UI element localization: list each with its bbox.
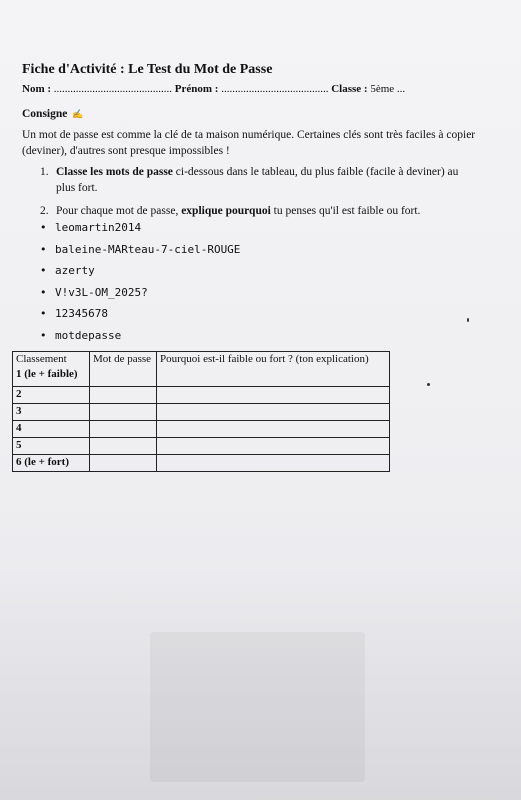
header-classement: Classement 1 (le + faible)	[13, 352, 90, 387]
password-cell[interactable]	[90, 387, 157, 404]
consigne-heading	[22, 108, 83, 120]
explanation-cell[interactable]	[157, 421, 390, 438]
table-row	[13, 387, 390, 404]
classe-value: 5ème ...	[370, 83, 406, 95]
rank-cell: 2	[13, 387, 90, 404]
table-header-row	[13, 352, 390, 387]
password-item: • 12345678	[40, 304, 240, 326]
bullet-icon: •	[40, 307, 47, 320]
password-item: • baleine-MARteau-7-ciel-ROUGE	[40, 240, 240, 262]
instruction-list	[40, 164, 470, 226]
password-item: • azerty	[40, 261, 240, 283]
explanation-cell[interactable]	[157, 387, 390, 404]
password-item: • motdepasse	[40, 326, 240, 348]
password-list	[40, 218, 240, 347]
password-item: • V!v3L-OM_2025?	[40, 283, 240, 305]
ranking-table	[12, 351, 390, 472]
paper-speck	[427, 383, 430, 386]
bullet-icon: •	[40, 221, 47, 234]
rank-cell: 4	[13, 421, 90, 438]
paper-speck	[467, 318, 469, 322]
classe-label: Classe :	[331, 83, 368, 95]
header-explication: Pourquoi est-il faible ou fort ? (ton explication)	[157, 352, 390, 387]
bullet-icon: •	[40, 328, 47, 342]
password-cell[interactable]	[90, 404, 157, 421]
explanation-cell[interactable]	[157, 404, 390, 421]
explanation-cell[interactable]	[157, 455, 390, 472]
header-mot-de-passe: Mot de passe	[90, 352, 157, 387]
instruction-step: 1. Classe les mots de passe ci-dessous dans le tableau, du plus faible (facile à deviner) au plus fort.	[40, 166, 459, 194]
table-row	[13, 404, 390, 421]
table-row	[13, 421, 390, 438]
page-title: Fiche d'Activité : Le Test du Mot de Passe	[22, 62, 273, 77]
nom-label: Nom :	[22, 83, 52, 95]
table-row	[13, 455, 390, 472]
step-emphasis: Classe les mots de passe	[56, 166, 173, 178]
prenom-blank: .......................................	[221, 83, 329, 95]
table-row	[13, 438, 390, 455]
consigne-label: Consigne	[22, 108, 68, 120]
rank-cell: 3	[13, 404, 90, 421]
bullet-icon: •	[40, 242, 47, 256]
identity-line	[22, 83, 405, 95]
step-emphasis: explique pourquoi	[181, 205, 271, 217]
intro-paragraph: Un mot de passe est comme la clé de ta maison numérique. Certaines clés sont très faciles à copier (deviner), d'autres sont presque impossibles !	[22, 129, 476, 157]
step-text: tu penses qu'il est faible ou fort.	[270, 205, 421, 217]
bullet-icon: •	[40, 285, 47, 299]
password-cell[interactable]	[90, 438, 157, 455]
pencil-icon: ✍	[72, 109, 84, 119]
rank-cell: 6 (le + fort)	[13, 455, 90, 472]
password-item: • leomartin2014	[40, 218, 240, 240]
explanation-cell[interactable]	[157, 438, 390, 455]
password-cell[interactable]	[90, 421, 157, 438]
step-text: ci-dessous dans le tableau, du plus faible (facile à deviner) au plus fort.	[56, 166, 459, 194]
rank-first: 1 (le + faible)	[16, 368, 78, 380]
bleed-through-shadow	[150, 632, 365, 782]
password-cell[interactable]	[90, 455, 157, 472]
nom-blank: ...........................................	[53, 83, 173, 95]
rank-cell: 5	[13, 438, 90, 455]
prenom-label: Prénom :	[174, 83, 219, 95]
instruction-step: 2. Pour chaque mot de passe, explique pourquoi tu penses qu'il est faible ou fort.	[40, 205, 421, 217]
bullet-icon: •	[40, 264, 47, 277]
step-text: Pour chaque mot de passe,	[56, 205, 182, 217]
